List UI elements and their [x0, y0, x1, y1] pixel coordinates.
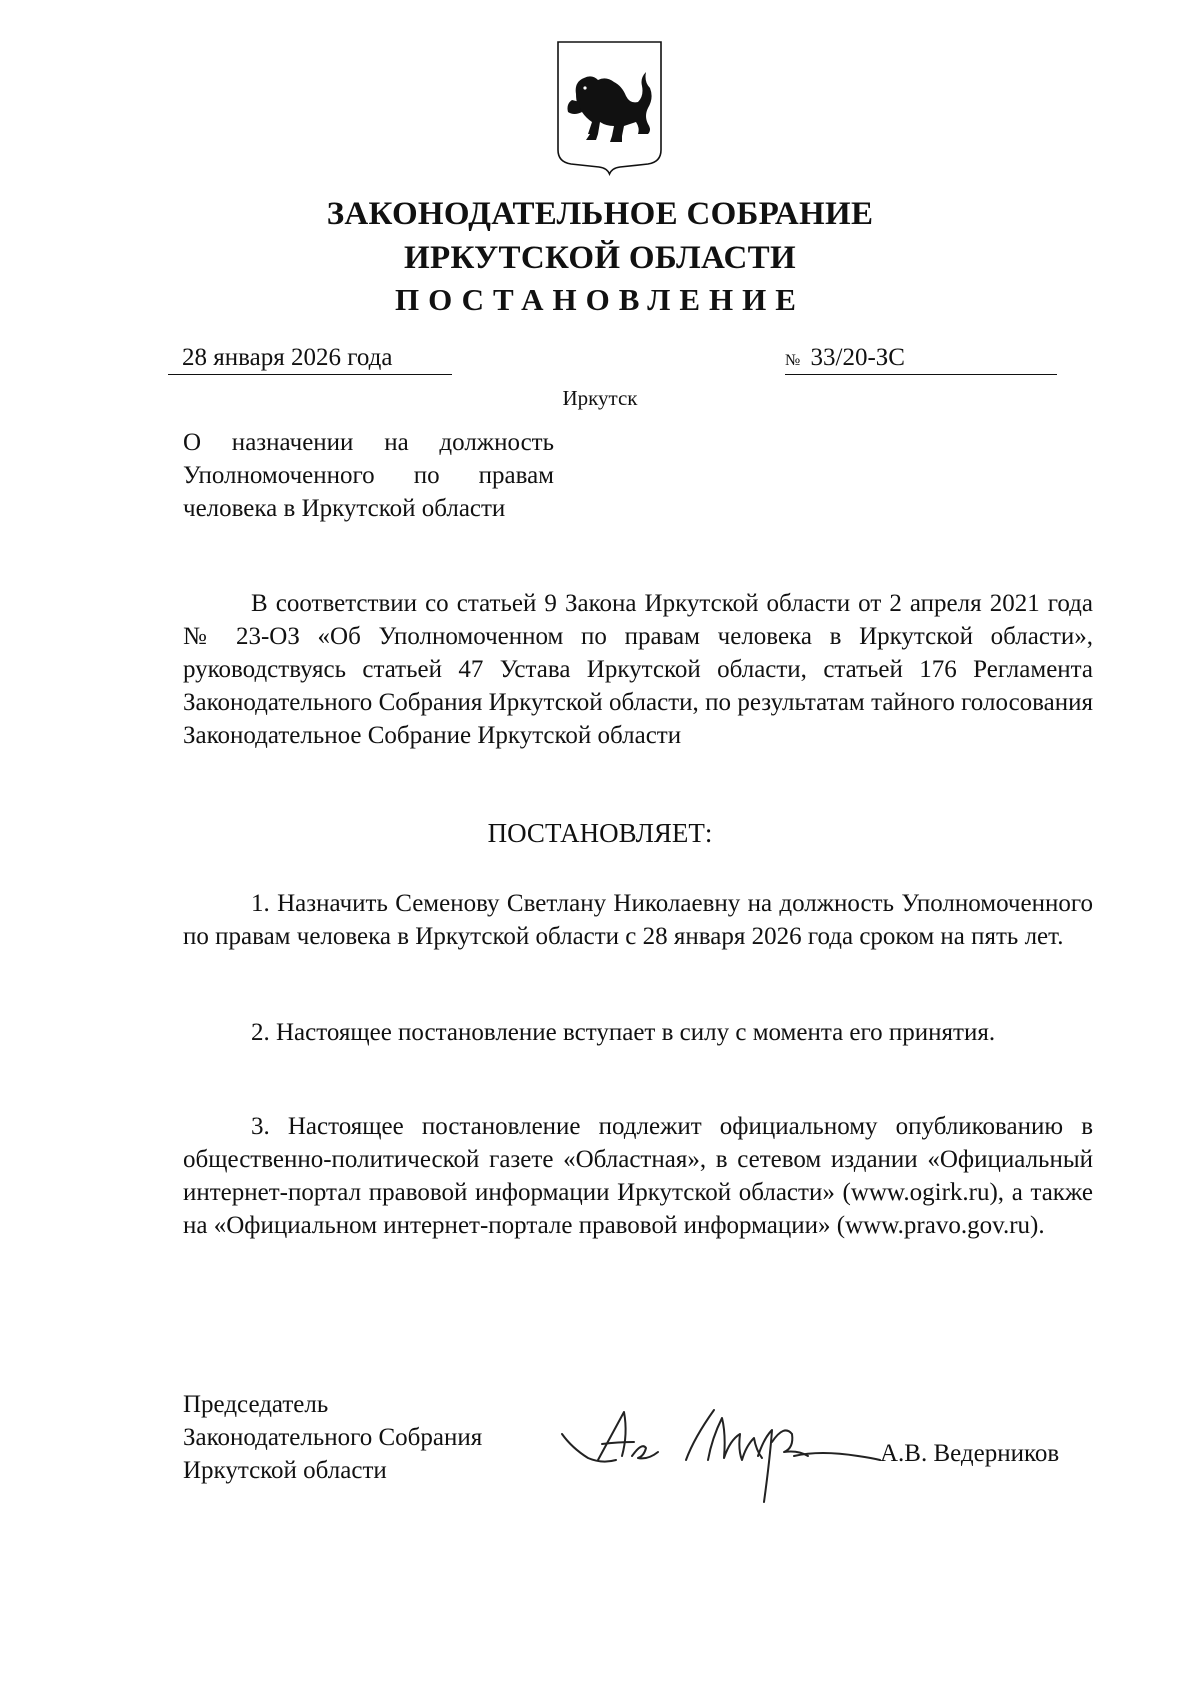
document-number: 33/20-ЗС: [810, 344, 905, 371]
document-city: Иркутск: [562, 386, 638, 410]
preamble-paragraph: В соответствии со статьей 9 Закона Иркутской области от 2 апреля 2021 года № 23-ОЗ «Об Уполномоченном по правам человека в Иркутской области», руководствуясь статьей 47 Устава Иркутской области, статьей 176 Регламента Законодательного Собрания Иркутской области, по результатам тайного голосования Законодательное Собрание Иркутской области: [183, 590, 1093, 749]
document-date: 28 января 2026 года: [168, 344, 452, 375]
signer-title: [183, 1388, 482, 1487]
signer-title-line-1: Председатель: [183, 1391, 329, 1418]
document-type-title: ПОСТАНОВЛЕНИЕ: [395, 282, 805, 317]
resolves-heading: ПОСТАНОВЛЯЕТ:: [487, 818, 713, 848]
signer-title-line-3: Иркутской области: [183, 1457, 387, 1484]
subject-line-3: человека в Иркутской области: [183, 495, 506, 522]
subject-line-2: Уполномоченного по правам: [183, 462, 554, 489]
item-2-paragraph: 2. Настоящее постановление вступает в силу с момента его принятия.: [251, 1019, 996, 1046]
assembly-name-line1: ЗАКОНОДАТЕЛЬНОЕ СОБРАНИЕ: [326, 196, 874, 232]
assembly-name-line2: ИРКУТСКОЙ ОБЛАСТИ: [404, 240, 796, 276]
coat-of-arms-icon: [552, 38, 667, 176]
handwritten-signature: [558, 1398, 888, 1510]
signer-name: А.В. Ведерников: [880, 1440, 1060, 1467]
signer-title-line-2: Законодательного Собрания: [183, 1424, 483, 1451]
number-sign: №: [785, 352, 801, 369]
document-subject: [183, 426, 554, 525]
subject-line-1: О назначении на должность: [183, 429, 554, 456]
document-number-field: [785, 344, 1057, 375]
item-3-paragraph: 3. Настоящее постановление подлежит официальному опубликованию в общественно-политической газете «Областная», в сетевом издании «Официальный интернет-портал правовой информации Иркутской области» (www.ogirk.ru), а также на «Официальном интернет-портале правовой информации» (www.pravo.gov.ru).: [183, 1113, 1093, 1239]
item-1-paragraph: 1. Назначить Семенову Светлану Николаевну на должность Уполномоченного по правам человека в Иркутской области с 28 января 2026 года сроком на пять лет.: [183, 890, 1093, 950]
